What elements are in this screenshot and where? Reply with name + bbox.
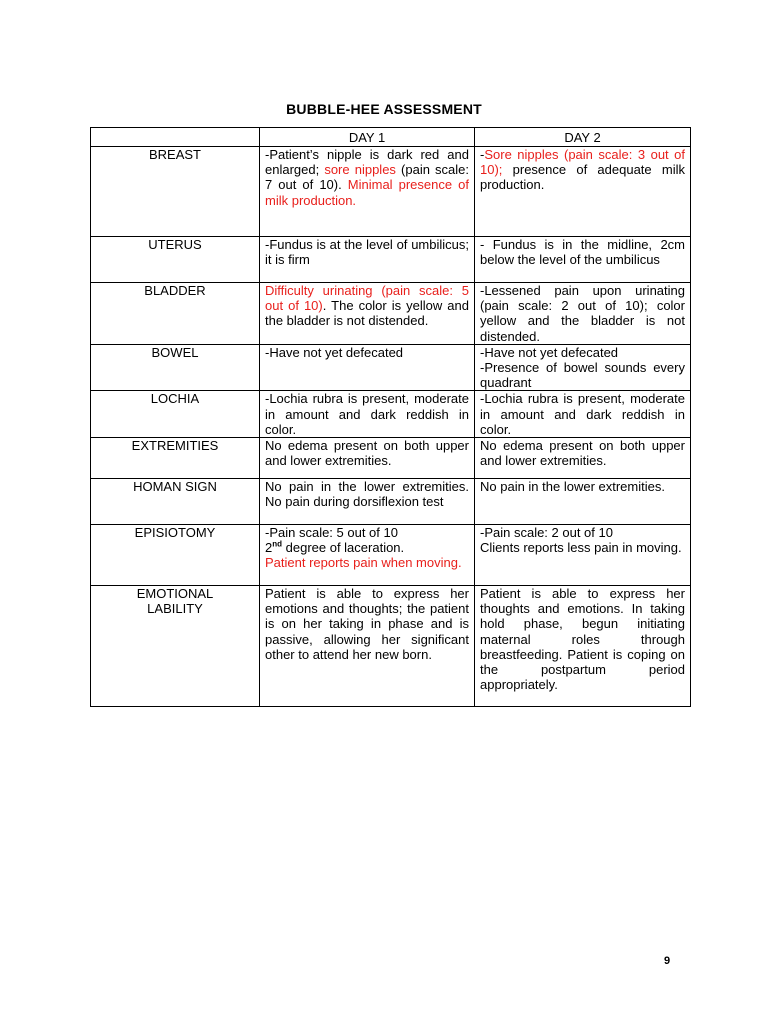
day2-cell [475,586,691,707]
ordinal-suffix: nd [272,539,283,549]
row-label: HOMAN SIGN [91,479,260,525]
text-run: (pain scale: 7 out of 10). [265,162,469,193]
table-row [91,586,691,707]
highlight-text-run: Minimal presence of milk production. [265,177,469,208]
table-row [91,283,691,345]
highlight-text-line: Patient reports pain when moving. [265,555,462,571]
table-row [91,344,691,391]
text-run: No pain in the lower extremities. [480,479,665,495]
text-run: No edema present on both upper and lower extremities. [265,438,469,469]
assessment-table [90,127,691,707]
text-line: Clients reports less pain in moving. [480,540,682,556]
header-cell-empty [91,128,260,147]
text-run: -Lochia rubra is present, moderate in amount and dark reddish in color. [265,391,469,437]
header-cell-day2: DAY 2 [475,128,691,147]
text-run: No edema present on both upper and lower extremities. [480,438,685,469]
day1-cell [260,586,475,707]
text-run: -Fundus is at the level of umbilicus; it is firm [265,237,469,268]
header-cell-day1: DAY 1 [260,128,475,147]
day1-cell [260,283,475,345]
day1-cell [260,525,475,586]
day1-cell [260,237,475,283]
text-line [265,540,469,555]
text-line: -Pain scale: 2 out of 10 [480,525,613,541]
text-run: -Patient’s nipple is dark red and enlarged; [265,147,469,178]
text-line: -Have not yet defecated [480,344,619,360]
table-row [91,479,691,525]
table-header-row [91,128,691,147]
text-run: . The color is yellow and the bladder is not distended. [265,298,469,329]
highlight-text-run: Difficulty urinating (pain scale: 5 out of 10) [265,283,469,314]
day2-cell [475,237,691,283]
day2-cell [475,438,691,479]
text-line: -Pain scale: 5 out of 10 [265,525,398,541]
text-run: Patient is able to express her emotions and thoughts; the patient is on her taking in phase and is passive, allowing her significant other to attend her new born. [265,586,469,662]
text-run: - [480,147,485,162]
text-run: -Lessened pain upon urinating (pain scale: 2 out of 10); color yellow and the bladder is not distended. [480,283,685,344]
table-row [91,237,691,283]
text-line: -Presence of bowel sounds every quadrant [480,360,685,391]
day1-cell [260,391,475,438]
row-label: LOCHIA [91,391,260,438]
day2-cell [475,391,691,438]
table-row [91,525,691,586]
text-run: presence of adequate milk production. [480,162,685,193]
day2-cell [475,147,691,237]
text-run: -Lochia rubra is present, moderate in amount and dark reddish in color. [480,391,685,437]
row-label: UTERUS [91,237,260,283]
day1-cell [260,479,475,525]
day1-cell [260,344,475,391]
row-label: EXTREMITIES [91,438,260,479]
document-title: BUBBLE-HEE ASSESSMENT [286,101,482,117]
day2-cell [475,525,691,586]
page-number: 9 [664,955,671,967]
highlight-text-run: Sore nipples (pain scale: 3 out of 10); [480,147,685,178]
day2-cell [475,479,691,525]
row-label: BLADDER [91,283,260,345]
text-run: Patient is able to express her thoughts and emotions. In taking hold phase, begun initiating maternal roles through breastfeeding. Patient is coping on the postpartum period appropriately. [480,586,685,693]
row-label: EPISIOTOMY [91,525,260,586]
day2-cell [475,283,691,345]
text-run: degree of laceration. [282,540,405,556]
table-row [91,391,691,438]
day1-cell [260,438,475,479]
table-row [91,438,691,479]
row-label: BREAST [91,147,260,237]
table-row [91,147,691,237]
highlight-text-run: sore nipples [324,162,396,178]
row-label: EMOTIONAL LABILITY [91,586,260,707]
text-run: No pain in the lower extremities. No pain during dorsiflexion test [265,479,469,510]
ordinal-number: 2 [265,540,273,556]
day2-cell [475,344,691,391]
day1-cell [260,147,475,237]
row-label: BOWEL [91,344,260,391]
text-run: -Have not yet defecated [265,344,404,360]
text-run: - Fundus is in the midline, 2cm below the level of the umbilicus [480,237,685,268]
